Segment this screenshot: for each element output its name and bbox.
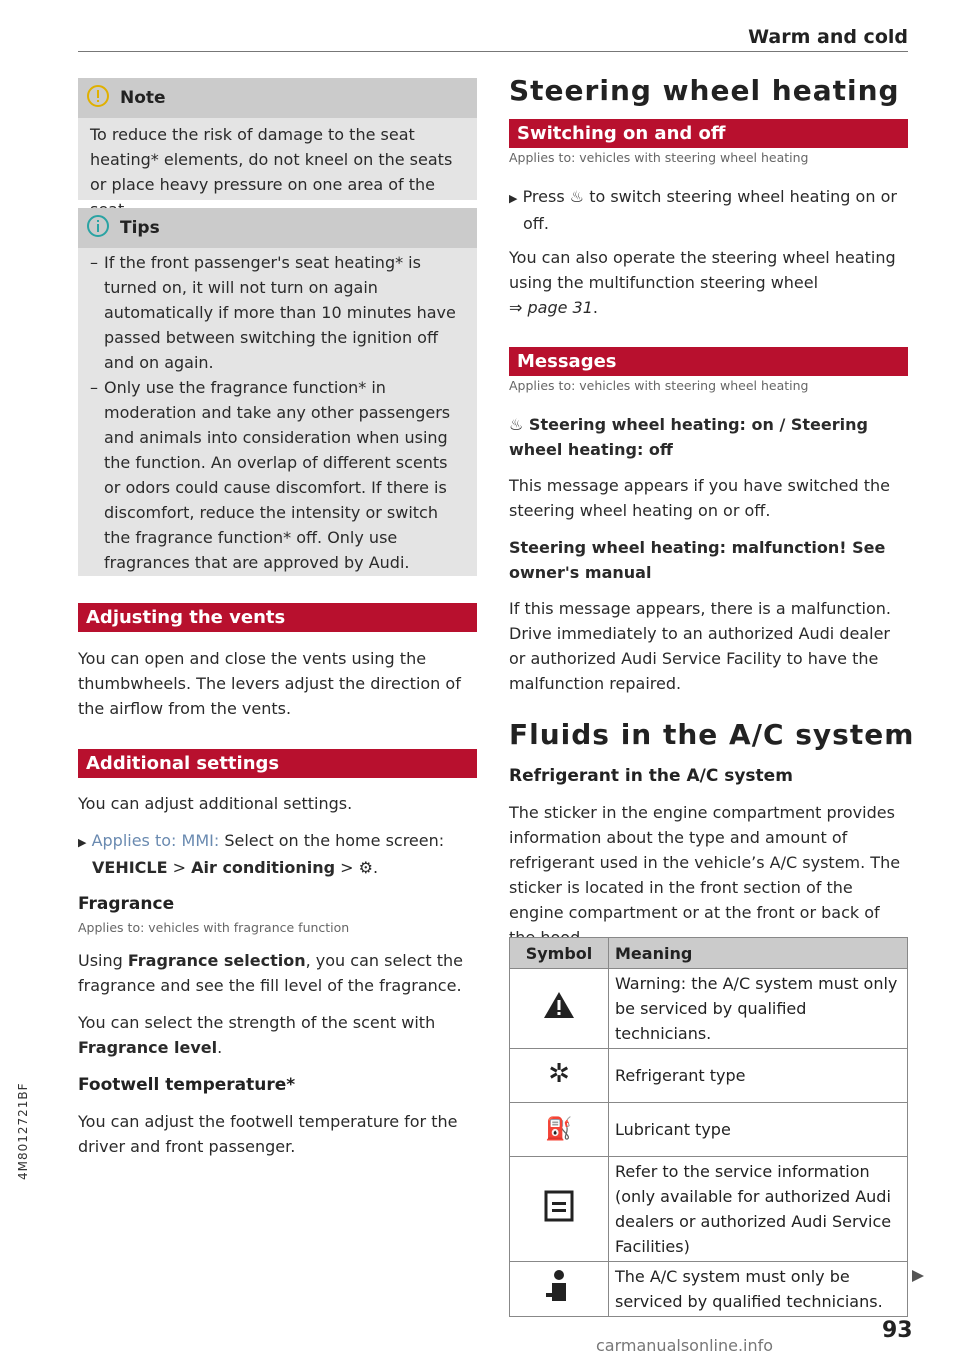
table-row: The A/C system must only be serviced by qualified technicians. bbox=[510, 1262, 908, 1317]
service-manual-icon bbox=[544, 1207, 574, 1226]
page-number: 93 bbox=[882, 1318, 913, 1343]
fragrance-p2: You can select the strength of the scent with Fragrance level. bbox=[78, 1013, 436, 1057]
messages-applies: Applies to: vehicles with steering wheel heating bbox=[509, 378, 809, 393]
vents-body: You can open and close the vents using the thumbwheels. The levers adjust the direction of the airflow from the vents. bbox=[78, 649, 461, 718]
note-title: Note bbox=[120, 88, 166, 108]
footwell-heading: Footwell temperature* bbox=[78, 1075, 296, 1095]
symbol-table bbox=[509, 937, 908, 1317]
steering-title: Steering wheel heating bbox=[509, 74, 900, 107]
warning-triangle-icon bbox=[543, 1004, 575, 1023]
fluids-sub: Refrigerant in the A/C system bbox=[509, 766, 793, 786]
steering-heat-icon: ♨ bbox=[509, 415, 524, 434]
page-link[interactable]: ⇒ page 31 bbox=[509, 298, 593, 317]
fragrance-p1: Using Fragrance selection, you can select the fragrance and see the fill level of the fragrance. bbox=[78, 951, 463, 995]
fluids-title: Fluids in the A/C system bbox=[509, 718, 915, 751]
switch-applies: Applies to: vehicles with steering wheel heating bbox=[509, 150, 809, 165]
additional-body: You can adjust additional settings. bbox=[78, 794, 353, 813]
msg2-body: If this message appears, there is a malfunction. Drive immediately to an authorized Audi dealer or authorized Audi Service Facility to have the malfunction repaired. bbox=[509, 599, 892, 693]
tips-title: Tips bbox=[120, 218, 160, 238]
additional-heading: Additional settings bbox=[78, 749, 477, 778]
table-row: Refer to the service information (only available for authorized Audi dealers or authorized Audi Service Facilities) bbox=[510, 1157, 908, 1262]
msg1-body: This message appears if you have switched the steering wheel heating on or off. bbox=[509, 476, 890, 520]
mmi-applies: Applies to: MMI: bbox=[91, 831, 220, 850]
running-head: Warm and cold bbox=[748, 26, 908, 48]
fragrance-heading: Fragrance bbox=[78, 894, 175, 914]
note-body: To reduce the risk of damage to the seat heating* elements, do not kneel on the seats or place heavy pressure on one area of the bbox=[78, 118, 477, 200]
header-rule bbox=[78, 51, 908, 52]
tips-item: – Only use the fragrance function* in moderation and take any other passengers and animals into consideration when using the function. An overlap of different scents or odors could cause discomfort. If there is discomfort, reduce the intensity or switch the fragrance function* off. Only use fragrances that are approved by Audi. bbox=[90, 378, 451, 572]
msg1-title: ♨ Steering wheel heating: on / Steering wheel heating: off bbox=[509, 415, 868, 459]
col-meaning: Meaning bbox=[609, 938, 908, 969]
col-symbol: Symbol bbox=[510, 938, 609, 969]
note-icon bbox=[86, 84, 110, 113]
messages-heading: Messages bbox=[509, 347, 908, 376]
table-row: Warning: the A/C system must only be serviced by qualified technicians. bbox=[510, 969, 908, 1049]
additional-step: ▶ Applies to: MMI: Select on the home screen: VEHICLE > Air conditioning > ⚙. bbox=[78, 831, 445, 877]
vents-heading: Adjusting the vents bbox=[78, 603, 477, 632]
settings-gear-icon: ⚙ bbox=[358, 858, 374, 877]
msg2-title: Steering wheel heating: malfunction! See owner's manual bbox=[509, 538, 886, 582]
switch-body: You can also operate the steering wheel heating using the multifunction steering wheel ⇒ page 31. bbox=[509, 248, 896, 317]
doc-code: 4M8012721BF bbox=[16, 1082, 30, 1180]
watermark: carmanualsonline.info bbox=[596, 1336, 774, 1355]
switch-step: ▶ Press ♨ to switch steering wheel heating on or off. bbox=[509, 187, 897, 233]
fluids-body: The sticker in the engine compartment provides information about the type and amount of refrigerant used in the vehicle’s A/C system. The sticker is located in the front section of the engine compartment or at the front or back of bbox=[509, 803, 901, 922]
lubricant-icon: ⛽ bbox=[545, 1116, 573, 1142]
footwell-body: You can adjust the footwell temperature for the driver and front passenger. bbox=[78, 1112, 458, 1156]
fragrance-applies: Applies to: vehicles with fragrance function bbox=[78, 920, 350, 935]
technician-icon bbox=[544, 1288, 574, 1307]
table-row: ⛽ Lubricant type bbox=[510, 1103, 908, 1157]
switch-heading: Switching on and off bbox=[509, 119, 908, 148]
table-header-row bbox=[510, 938, 908, 969]
table-row: ✲ Refrigerant type bbox=[510, 1049, 908, 1103]
info-icon bbox=[86, 214, 110, 243]
tips-header bbox=[78, 208, 477, 248]
tips-item: – If the front passenger's seat heating* is turned on, it will not turn on again automatically if more than 10 minutes have passed between switching the ignition off and on again. bbox=[90, 253, 456, 372]
refrigerant-icon: ✲ bbox=[548, 1059, 570, 1089]
steering-heat-icon: ♨ bbox=[569, 187, 585, 206]
continue-arrow-icon bbox=[912, 1270, 924, 1282]
note-header bbox=[78, 78, 477, 118]
tips-body bbox=[78, 248, 477, 576]
